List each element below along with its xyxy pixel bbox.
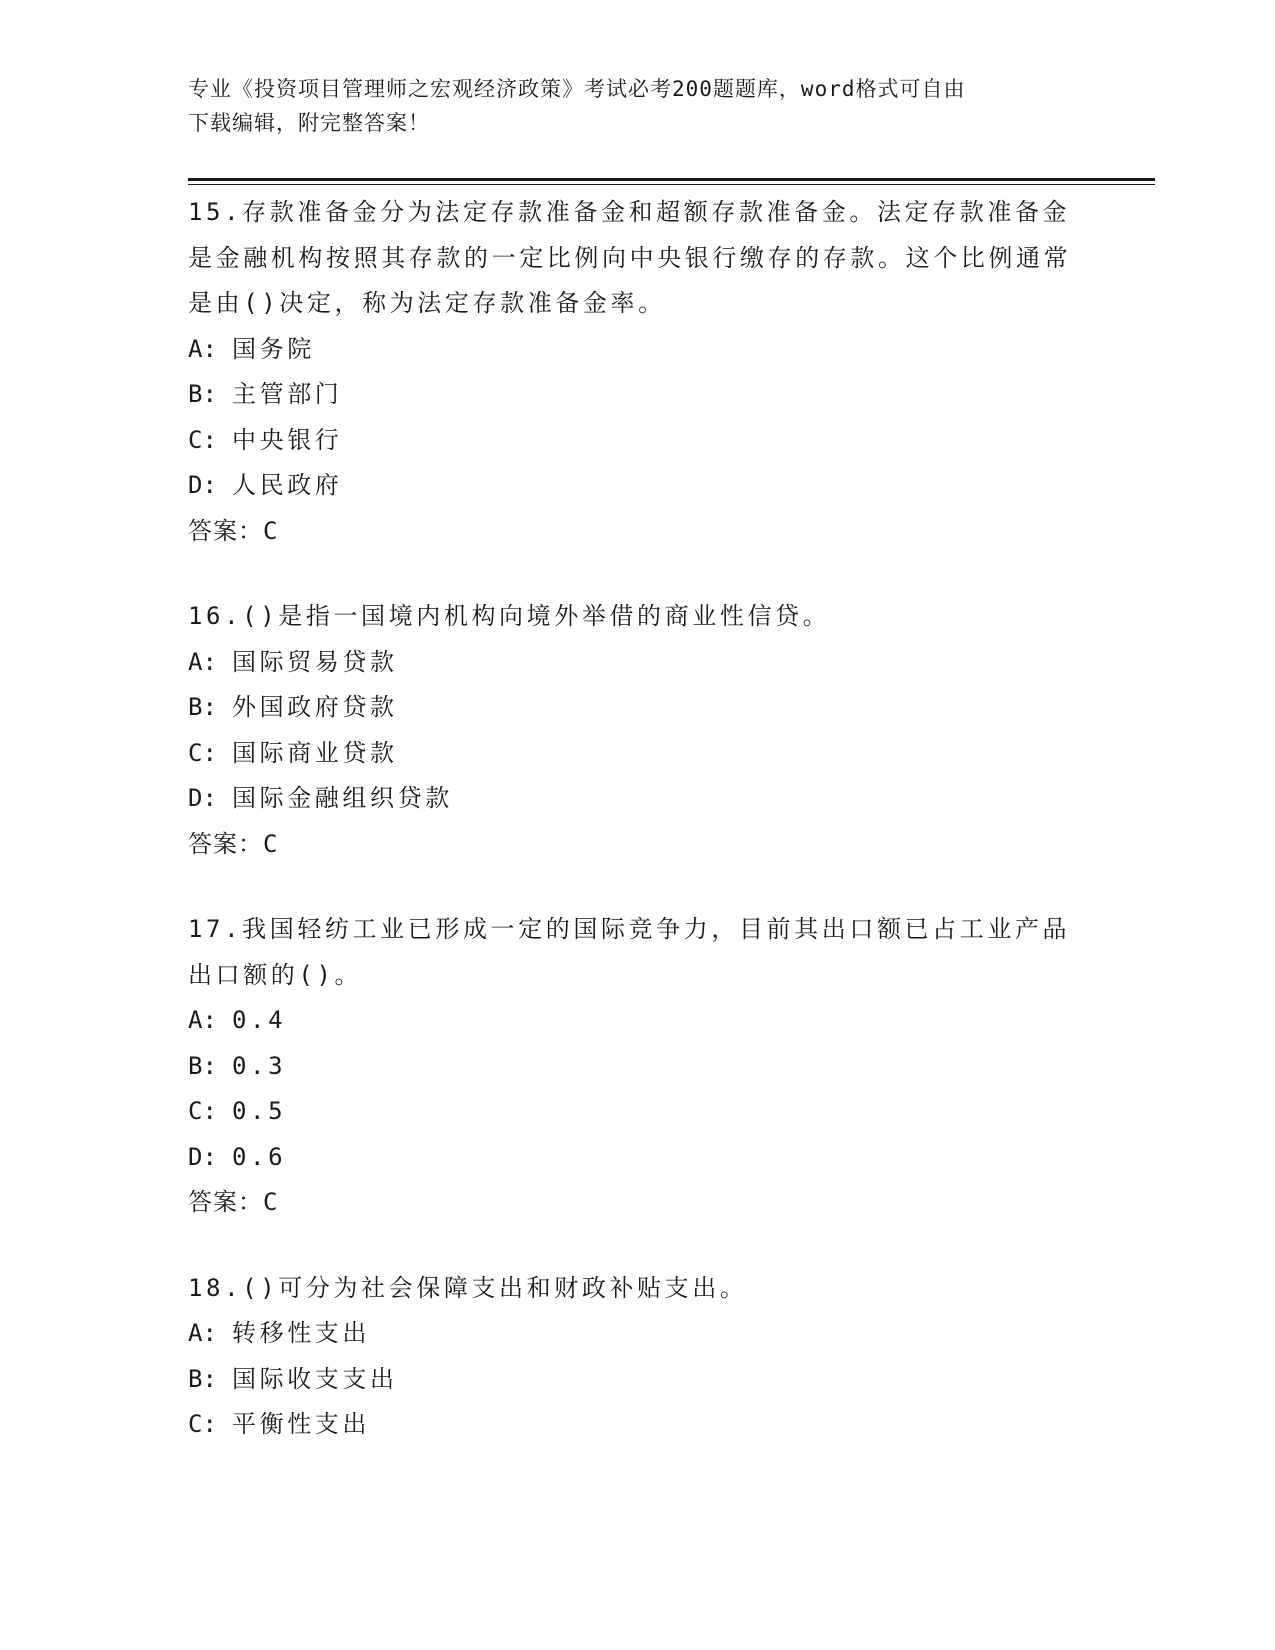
option-c — [188, 1089, 1088, 1135]
option-text: 外国政府贷款 — [232, 693, 398, 721]
question-17 — [188, 907, 1088, 1226]
page-header — [188, 72, 1088, 140]
header-divider-thick — [188, 178, 1155, 181]
option-text: 0.3 — [232, 1051, 287, 1080]
option-letter: A: — [188, 1319, 217, 1347]
option-d — [188, 463, 1088, 509]
question-stem: 15.存款准备金分为法定存款准备金和超额存款准备金。法定存款准备金是金融机构按照其存款的一定比例向中央银行缴存的存款。这个比例通常是由()决定，称为法定存款准备金率。 — [188, 198, 1072, 317]
option-text: 国际贸易贷款 — [232, 647, 398, 676]
option-text: 0.6 — [232, 1142, 287, 1171]
option-letter: D: — [188, 471, 217, 499]
option-letter: B: — [188, 693, 217, 721]
answer-line: 答案：C — [188, 829, 279, 858]
option-d — [188, 1135, 1088, 1181]
question-15 — [188, 190, 1088, 554]
header-line-1: 专业《投资项目管理师之宏观经济政策》考试必考200题题库，word格式可自由 — [188, 77, 966, 101]
option-text: 主管部门 — [232, 380, 343, 408]
option-letter: A: — [188, 1006, 217, 1034]
option-text: 国务院 — [232, 334, 315, 363]
option-text: 国际金融组织贷款 — [232, 784, 453, 812]
question-list — [188, 190, 1088, 1488]
option-a — [188, 998, 1088, 1044]
header-line-2: 下载编辑，附完整答案！ — [188, 111, 430, 135]
option-text: 国际收支支出 — [232, 1364, 398, 1393]
answer-line: 答案：C — [188, 1188, 279, 1216]
option-b — [188, 1044, 1088, 1090]
option-b — [188, 685, 1088, 731]
option-b — [188, 1357, 1088, 1403]
option-letter: C: — [188, 1410, 217, 1438]
header-divider-thin — [188, 184, 1155, 185]
option-a — [188, 1311, 1088, 1357]
option-text: 国际商业贷款 — [232, 738, 398, 767]
option-letter: B: — [188, 1051, 217, 1080]
option-d — [188, 776, 1088, 822]
option-text: 平衡性支出 — [232, 1410, 370, 1438]
option-letter: D: — [188, 784, 217, 812]
option-letter: A: — [188, 647, 217, 676]
option-letter: B: — [188, 380, 217, 408]
option-letter: A: — [188, 334, 217, 363]
option-text: 人民政府 — [232, 471, 343, 499]
option-c — [188, 1402, 1088, 1448]
question-16 — [188, 594, 1088, 867]
question-stem: 16.()是指一国境内机构向境外举借的商业性信贷。 — [188, 602, 831, 630]
option-letter: C: — [188, 425, 217, 454]
option-letter: C: — [188, 1097, 217, 1125]
option-b — [188, 372, 1088, 418]
option-text: 0.5 — [232, 1097, 287, 1125]
option-c — [188, 731, 1088, 777]
option-letter: D: — [188, 1142, 217, 1171]
option-c — [188, 418, 1088, 464]
option-text: 中央银行 — [232, 425, 343, 454]
question-stem: 18.()可分为社会保障支出和财政补贴支出。 — [188, 1273, 748, 1302]
question-18 — [188, 1266, 1088, 1448]
answer-line: 答案：C — [188, 516, 279, 545]
question-stem: 17.我国轻纺工业已形成一定的国际竞争力，目前其出口额已占工业产品出口额的()。 — [188, 915, 1071, 989]
option-text: 0.4 — [232, 1006, 287, 1034]
option-a — [188, 640, 1088, 686]
option-text: 转移性支出 — [232, 1319, 370, 1347]
option-a — [188, 327, 1088, 373]
option-letter: C: — [188, 738, 217, 767]
option-letter: B: — [188, 1364, 217, 1393]
